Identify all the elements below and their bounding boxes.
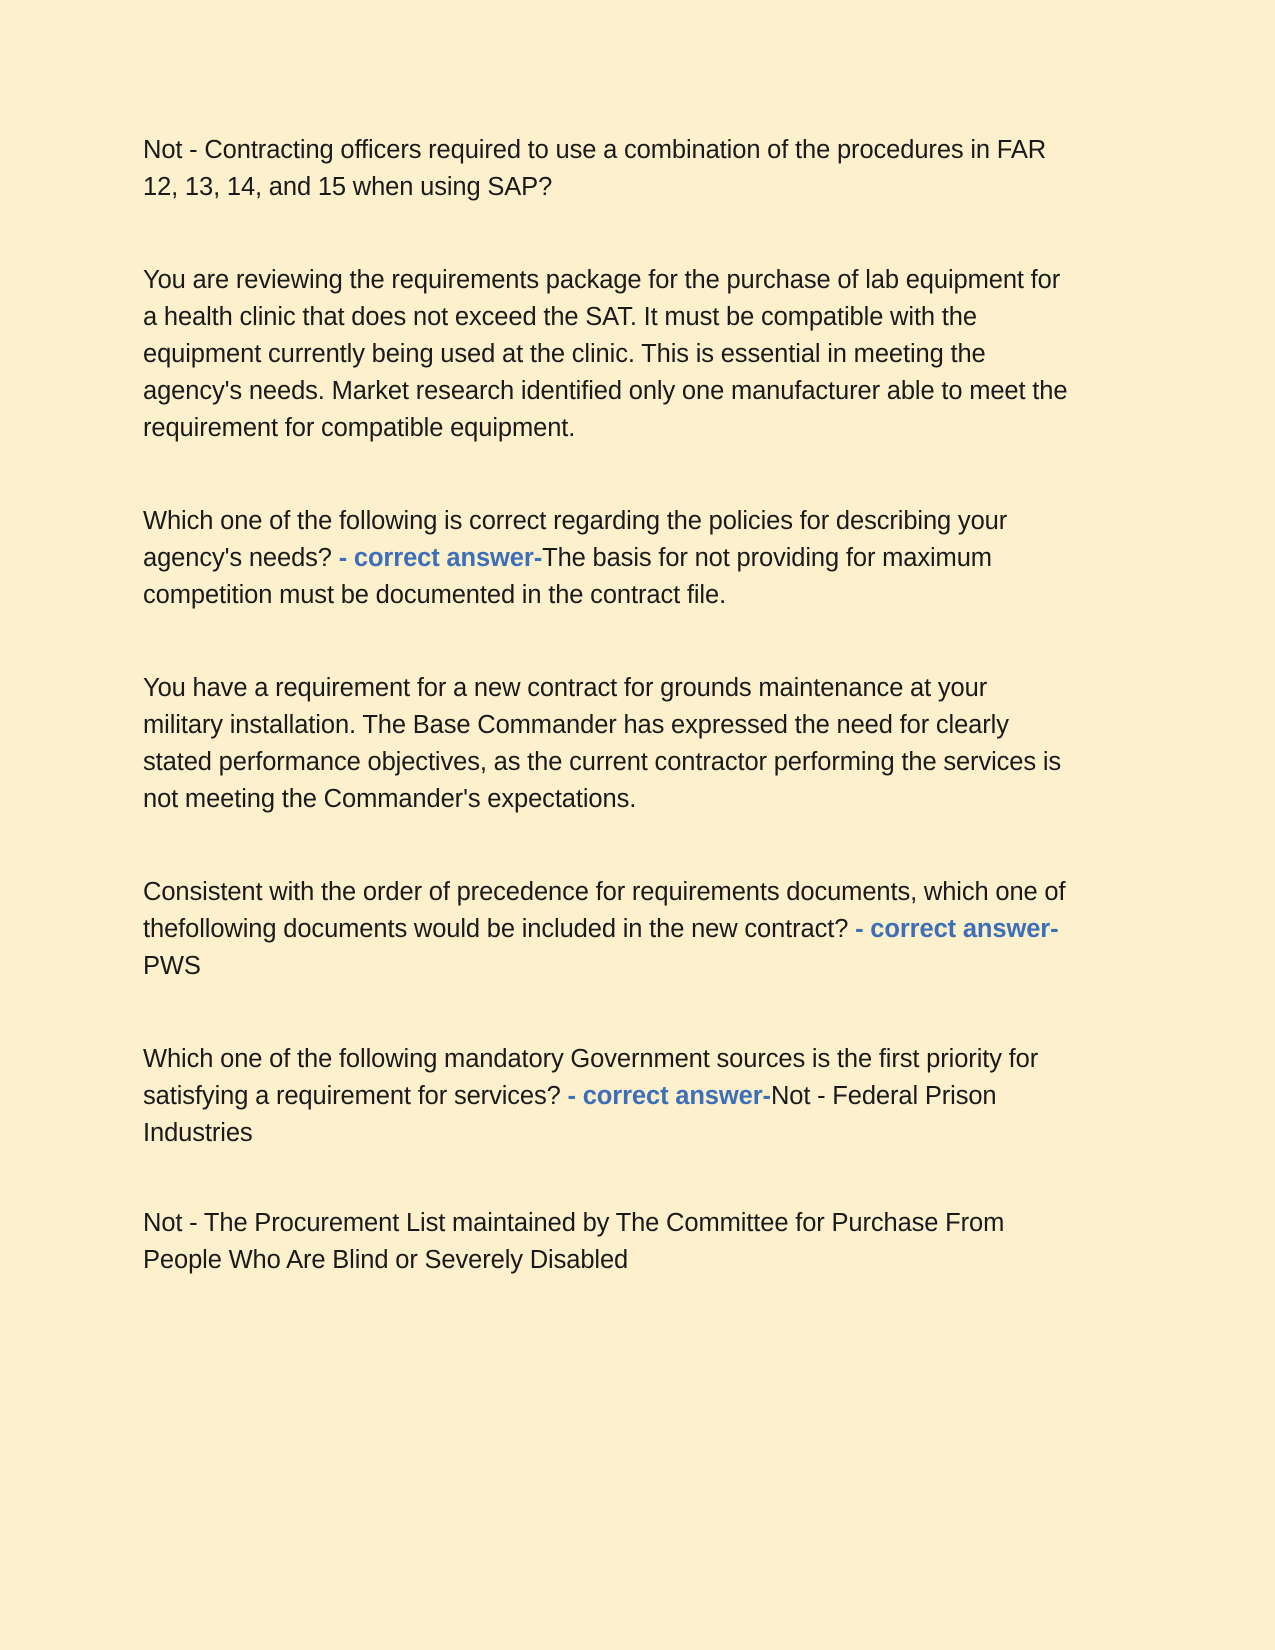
paragraph-2-text: You are reviewing the requirements package for the purchase of lab equipment for a health clinic that does not exceed the SAT. It must be compatible with the equipment currently being used at the clinic. This is essential in meeting the agency's needs. Market research identified only one manufacturer able to meet the requirement for compatible equipment.: [143, 266, 1068, 442]
correct-answer-marker: - correct answer-: [567, 1082, 771, 1110]
paragraph-4: [143, 670, 1071, 818]
document-body: [143, 132, 1071, 1279]
paragraph-3-answer: The basis for not providing for maximum competition must be documented in the contract file.: [143, 544, 992, 609]
paragraph-7: [143, 1205, 1071, 1279]
paragraph-3: [143, 503, 1071, 614]
paragraph-1: [143, 132, 1071, 206]
paragraph-5-question: Consistent with the order of precedence for requirements documents, which one of thefollowing documents would be included in the new contract?: [143, 878, 1066, 943]
correct-answer-marker: - correct answer-: [338, 544, 543, 572]
paragraph-2: [143, 262, 1071, 447]
paragraph-3-question: Which one of the following is correct regarding the policies for describing your agency's needs?: [143, 507, 1008, 572]
paragraph-5: [143, 874, 1071, 985]
paragraph-6-question: Which one of the following mandatory Government sources is the first priority for satisfying a requirement for services?: [143, 1045, 1039, 1110]
paragraph-5-answer: PWS: [143, 952, 201, 980]
paragraph-1-text: Not - Contracting officers required to use a combination of the procedures in FAR 12, 13, 14, and 15 when using SAP?: [143, 136, 1047, 201]
paragraph-6: [143, 1041, 1071, 1152]
correct-answer-marker: - correct answer-: [855, 915, 1059, 943]
paragraph-7-text: Not - The Procurement List maintained by The Committee for Purchase From People Who Are Blind or Severely Disabled: [143, 1209, 1005, 1274]
paragraph-4-text: You have a requirement for a new contract for grounds maintenance at your military installation. The Base Commander has expressed the need for clearly stated performance objectives, as the current contractor performing the services is not meeting the Commander's expectations.: [143, 674, 1062, 813]
paragraph-6-answer: Not - Federal Prison Industries: [143, 1082, 997, 1147]
